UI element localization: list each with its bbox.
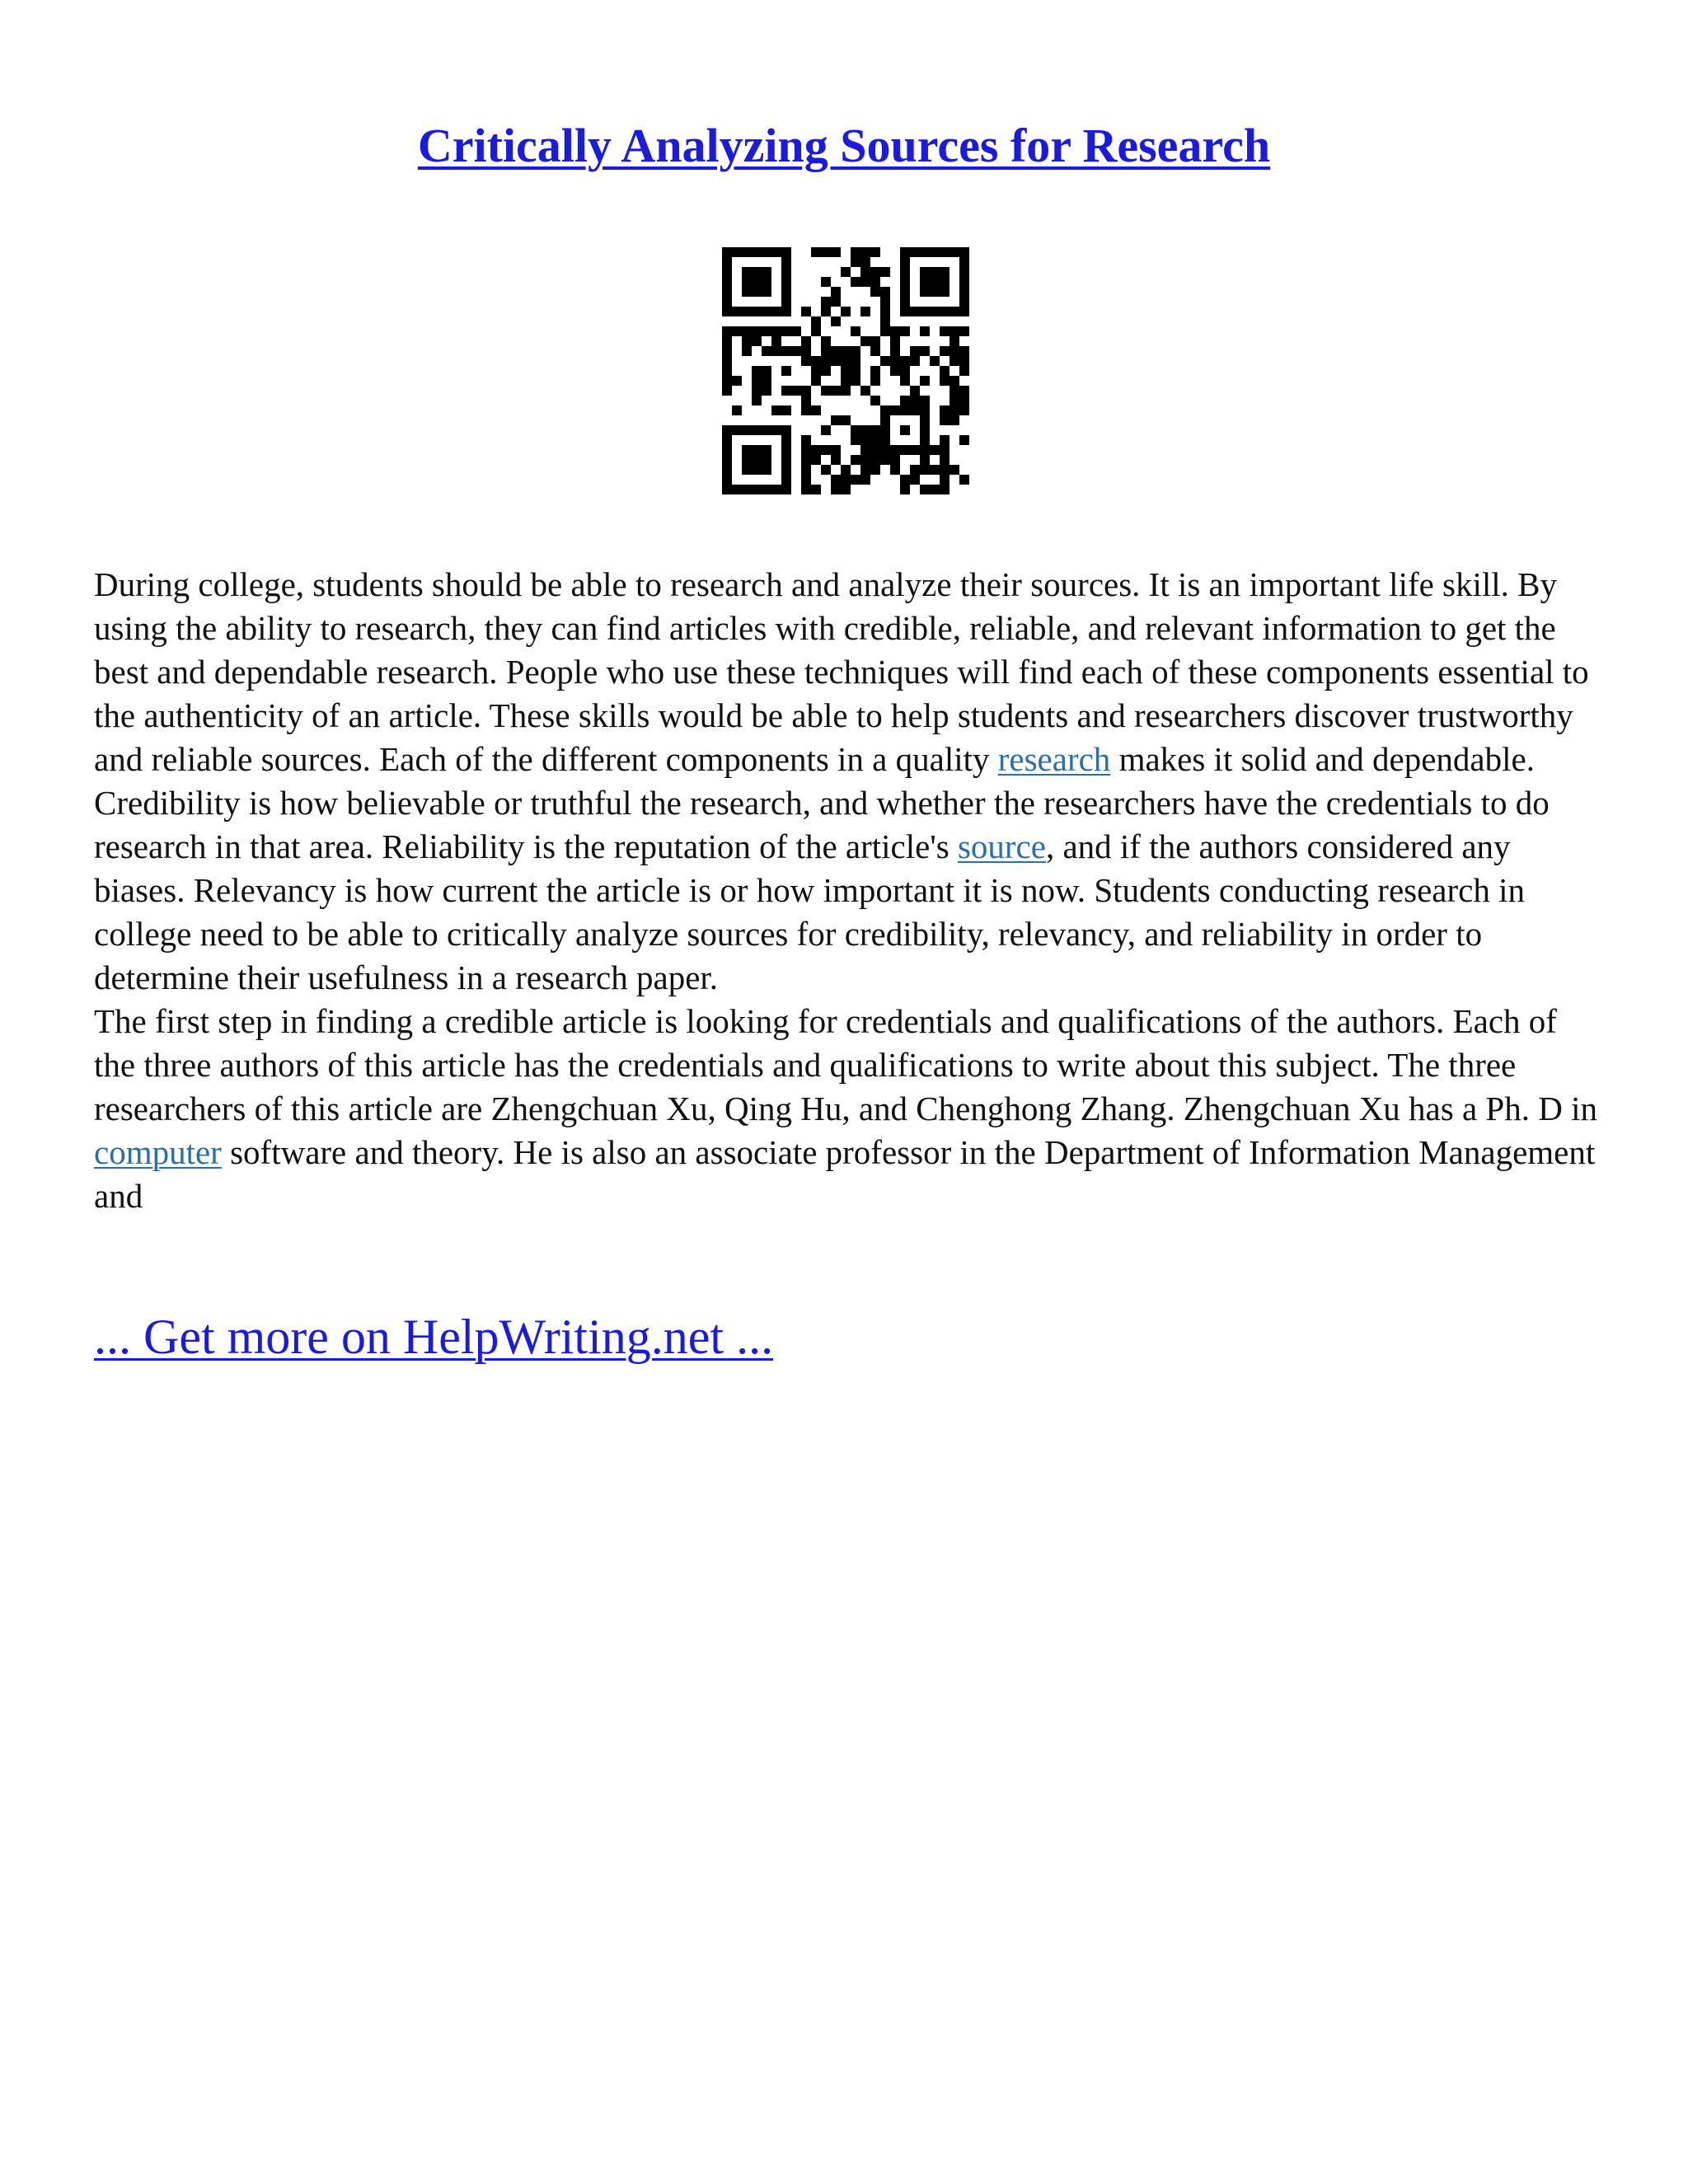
paragraph-1-text-a: During college, students should be able to research and analyze their sources. It is an important life skill. By using the ability to research, they can find articles with credible, reliable, and relevant information to get the best and dependable research. People who use these techniques will find each of these components essential to the authenticity of an article. These skills would be able to help students and researchers discover trustworthy and reliable sources. Each of the different components in a quality [94, 565, 1589, 778]
title-link[interactable]: Critically Analyzing Sources for Research [417, 119, 1271, 172]
paragraph-2-text-b: software and theory. He is also an associate professor in the Department of Information Management and [94, 1133, 1596, 1215]
qr-code-icon [722, 247, 969, 494]
qr-modules [722, 247, 969, 494]
more-link-container [94, 1306, 773, 1367]
qr-code-graphic [722, 247, 969, 494]
paragraph-1-text-c: , and if the authors considered any biases. Relevancy is how current the article is or how important it is now. Students conducting research in college need to be able to critically analyze sources for credibility, relevancy, and reliability in order to determine their usefulness in a research paper. [94, 827, 1525, 996]
source-link[interactable]: source [957, 827, 1046, 865]
computer-link[interactable]: computer [94, 1133, 222, 1171]
paragraph-1 [94, 563, 1602, 1000]
get-more-link[interactable]: ... Get more on HelpWriting.net ... [94, 1310, 774, 1364]
paragraph-1-text-b: makes it solid and dependable. Credibility is how believable or truthful the research, and whether the researchers have the credentials to do research in that area. Reliability is the reputation of the article's [94, 740, 1550, 865]
paragraph-2-text-a: The first step in finding a credible article is looking for credentials and qualifications of the authors. Each of the three authors of this article has the credentials and qualifications to write about this subject. The three researchers of this article are Zhengchuan Xu, Qing Hu, and Chenghong Zhang. Zhengchuan Xu has a Ph. D in [94, 1002, 1597, 1127]
article-body [94, 563, 1602, 1218]
research-link[interactable]: research [997, 740, 1111, 778]
document-title [0, 114, 1688, 178]
paragraph-2 [94, 1000, 1602, 1218]
